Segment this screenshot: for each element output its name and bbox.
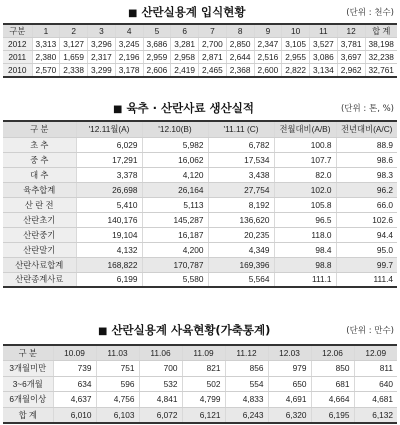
- table-cell: 3,127: [60, 38, 88, 51]
- table-cell: 16,187: [142, 227, 208, 242]
- table2-header-cell: '11.11 (C): [208, 121, 274, 137]
- row-label: 대 추: [3, 167, 76, 182]
- table-cell: 16,062: [142, 152, 208, 167]
- table3-header-cell: 12.09: [354, 345, 397, 361]
- table-cell: 2,958: [171, 51, 199, 64]
- table-cell: 98.3: [336, 167, 397, 182]
- table-cell: 2,317: [88, 51, 116, 64]
- table1-title: ■ 산란실용계 입식현황: [128, 5, 246, 19]
- table-cell: 4,637: [53, 392, 96, 408]
- table1-header-cell: 1: [32, 24, 60, 38]
- table2-header-cell: 구 분: [3, 121, 76, 137]
- table3-header-cell: 12.06: [311, 345, 354, 361]
- table-cell: 17,291: [76, 152, 142, 167]
- table-cell: 596: [96, 376, 139, 392]
- table-cell: 102.6: [336, 212, 397, 227]
- table-cell: 96.5: [274, 212, 336, 227]
- table-cell: 2,347: [254, 38, 282, 51]
- table-cell: 169,396: [208, 257, 274, 272]
- table1-header-cell: 7: [199, 24, 227, 38]
- row-label: 육추합계: [3, 182, 76, 197]
- table-cell: 979: [268, 361, 311, 377]
- table-cell: 3,281: [171, 38, 199, 51]
- table1-header-cell: 6: [171, 24, 199, 38]
- row-label: 산란초기: [3, 212, 76, 227]
- table-cell: 99.7: [336, 257, 397, 272]
- table1-header-cell: 3: [88, 24, 116, 38]
- table-cell: 3,527: [310, 38, 338, 51]
- table1-header-cell: 2: [60, 24, 88, 38]
- table-cell: 681: [311, 376, 354, 392]
- table-cell: 850: [311, 361, 354, 377]
- table-cell: 4,200: [142, 242, 208, 257]
- table-cell: 98.8: [274, 257, 336, 272]
- table-cell: 2,419: [171, 64, 199, 77]
- table-row: [3, 376, 397, 392]
- table-cell: 3,313: [32, 38, 60, 51]
- table-cell: 98.4: [274, 242, 336, 257]
- table1-header-cell: 구분: [3, 24, 32, 38]
- table2-header: [3, 121, 397, 137]
- table-cell: 105.8: [274, 197, 336, 212]
- table2-header-cell: 전년대비(A/C): [336, 121, 397, 137]
- table3-header-cell: 11.09: [182, 345, 225, 361]
- section-layer-inventory: [0, 320, 400, 420]
- table-cell: 38,198: [365, 38, 397, 51]
- table-cell: 4,691: [268, 392, 311, 408]
- table1-header-cell: 5: [143, 24, 171, 38]
- table2-header-cell: 전월대비(A/B): [274, 121, 336, 137]
- table-cell: 3,378: [76, 167, 142, 182]
- table-row: [3, 38, 397, 51]
- table-row: [3, 272, 397, 287]
- table-cell: 145,287: [142, 212, 208, 227]
- table-cell: 3,686: [143, 38, 171, 51]
- table-cell: 2,644: [226, 51, 254, 64]
- table-row: [3, 212, 397, 227]
- table-cell: 102.0: [274, 182, 336, 197]
- row-label: 중 추: [3, 152, 76, 167]
- table-cell: 94.4: [336, 227, 397, 242]
- table-cell: 96.2: [336, 182, 397, 197]
- table-cell: 82.0: [274, 167, 336, 182]
- table-cell: 4,349: [208, 242, 274, 257]
- table-cell: 4,681: [354, 392, 397, 408]
- table-cell: 3,299: [88, 64, 116, 77]
- table-cell: 2,822: [282, 64, 310, 77]
- table-cell: 2,380: [32, 51, 60, 64]
- table-cell: 3,178: [115, 64, 143, 77]
- table-row: [3, 242, 397, 257]
- table3-unit: (단위 : 만수): [346, 326, 394, 336]
- table-cell: 136,620: [208, 212, 274, 227]
- row-label: 산 란 전: [3, 197, 76, 212]
- table-cell: 111.4: [336, 272, 397, 287]
- table-cell: 6,029: [76, 137, 142, 152]
- row-label: 산란종계사료: [3, 272, 76, 287]
- table-cell: 6,121: [182, 407, 225, 423]
- table-row: [3, 51, 397, 64]
- table2: [3, 120, 397, 288]
- table2-header-cell: '12.11월(A): [76, 121, 142, 137]
- table-cell: 6,195: [311, 407, 354, 423]
- section-feed-production: [0, 98, 400, 285]
- table-cell: 4,833: [225, 392, 268, 408]
- table-cell: 5,410: [76, 197, 142, 212]
- table-cell: 6,199: [76, 272, 142, 287]
- table-cell: 2,570: [32, 64, 60, 77]
- table-cell: 6,782: [208, 137, 274, 152]
- table-cell: 2,850: [226, 38, 254, 51]
- table-cell: 3,245: [115, 38, 143, 51]
- table-cell: 2,962: [337, 64, 365, 77]
- table-cell: 6,010: [53, 407, 96, 423]
- table-cell: 100.8: [274, 137, 336, 152]
- table-cell: 4,132: [76, 242, 142, 257]
- table-cell: 2,600: [254, 64, 282, 77]
- table3-header: [3, 345, 397, 361]
- row-label: 3개월미만: [3, 361, 53, 377]
- table-row: [3, 407, 397, 423]
- table-cell: 2,959: [143, 51, 171, 64]
- table-cell: 1,659: [60, 51, 88, 64]
- table-cell: 26,164: [142, 182, 208, 197]
- table2-title: ■ 육추 · 산란사료 생산실적: [113, 101, 254, 115]
- table1-header-cell: 12: [337, 24, 365, 38]
- table-row: [3, 167, 397, 182]
- table-cell: 3,296: [88, 38, 116, 51]
- table-cell: 4,799: [182, 392, 225, 408]
- table3-header-cell: 12.03: [268, 345, 311, 361]
- table-row: [3, 227, 397, 242]
- table1-header-cell: 합 계: [365, 24, 397, 38]
- table-cell: 2,871: [199, 51, 227, 64]
- row-label: 2012: [3, 38, 32, 51]
- table-cell: 3,781: [337, 38, 365, 51]
- table-cell: 3,438: [208, 167, 274, 182]
- table3: [3, 344, 397, 424]
- row-label: 산란말기: [3, 242, 76, 257]
- table-row: [3, 392, 397, 408]
- table-cell: 170,787: [142, 257, 208, 272]
- table-cell: 2,516: [254, 51, 282, 64]
- table1-header-cell: 10: [282, 24, 310, 38]
- table-cell: 751: [96, 361, 139, 377]
- table-cell: 3,697: [337, 51, 365, 64]
- section-chick-placement: [0, 2, 400, 75]
- square-bullet-icon: ■: [98, 326, 108, 337]
- row-label: 초 추: [3, 137, 76, 152]
- table-cell: 2,368: [226, 64, 254, 77]
- square-bullet-icon: ■: [128, 8, 138, 19]
- table-cell: 98.6: [336, 152, 397, 167]
- table3-header-cell: 11.06: [139, 345, 182, 361]
- table-cell: 8,192: [208, 197, 274, 212]
- table2-header-cell: '12.10(B): [142, 121, 208, 137]
- row-label: 6개월이상: [3, 392, 53, 408]
- table-cell: 2,955: [282, 51, 310, 64]
- table-row: [3, 182, 397, 197]
- table-cell: 739: [53, 361, 96, 377]
- table-cell: 118.0: [274, 227, 336, 242]
- table-cell: 6,132: [354, 407, 397, 423]
- table-cell: 5,580: [142, 272, 208, 287]
- table-row: [3, 137, 397, 152]
- table-cell: 640: [354, 376, 397, 392]
- table-cell: 650: [268, 376, 311, 392]
- table-cell: 140,176: [76, 212, 142, 227]
- row-label: 2011: [3, 51, 32, 64]
- table3-header-cell: 11.12: [225, 345, 268, 361]
- table-cell: 811: [354, 361, 397, 377]
- table-cell: 26,698: [76, 182, 142, 197]
- table-row: [3, 197, 397, 212]
- table-cell: 554: [225, 376, 268, 392]
- table1-header-cell: 11: [310, 24, 338, 38]
- table-cell: 5,982: [142, 137, 208, 152]
- table3-header-cell: 10.09: [53, 345, 96, 361]
- table-cell: 27,754: [208, 182, 274, 197]
- table-cell: 17,534: [208, 152, 274, 167]
- table1-header: [3, 24, 397, 38]
- table-cell: 3,134: [310, 64, 338, 77]
- table-cell: 32,238: [365, 51, 397, 64]
- row-label: 3~6개월: [3, 376, 53, 392]
- table-cell: 532: [139, 376, 182, 392]
- table1-header-cell: 4: [115, 24, 143, 38]
- table-cell: 3,086: [310, 51, 338, 64]
- table-cell: 2,700: [199, 38, 227, 51]
- table-cell: 6,243: [225, 407, 268, 423]
- table-cell: 111.1: [274, 272, 336, 287]
- table-cell: 6,072: [139, 407, 182, 423]
- row-label: 2010: [3, 64, 32, 77]
- table-row: [3, 64, 397, 77]
- table-cell: 2,196: [115, 51, 143, 64]
- table-cell: 502: [182, 376, 225, 392]
- table-cell: 32,761: [365, 64, 397, 77]
- table-cell: 3,105: [282, 38, 310, 51]
- table-cell: 6,320: [268, 407, 311, 423]
- table1: [3, 23, 397, 78]
- table-cell: 168,822: [76, 257, 142, 272]
- table-cell: 856: [225, 361, 268, 377]
- table-cell: 4,841: [139, 392, 182, 408]
- table-cell: 4,120: [142, 167, 208, 182]
- table-cell: 95.0: [336, 242, 397, 257]
- table-cell: 20,235: [208, 227, 274, 242]
- table-cell: 5,113: [142, 197, 208, 212]
- table-cell: 4,756: [96, 392, 139, 408]
- table1-header-cell: 8: [226, 24, 254, 38]
- table-cell: 2,606: [143, 64, 171, 77]
- table-cell: 2,338: [60, 64, 88, 77]
- table3-header-cell: 11.03: [96, 345, 139, 361]
- table-row: [3, 152, 397, 167]
- table-cell: 88.9: [336, 137, 397, 152]
- table-row: [3, 257, 397, 272]
- square-bullet-icon: ■: [113, 104, 123, 115]
- table3-title: ■ 산란실용계 사육현황(가축통계): [98, 323, 271, 337]
- row-label: 산란중기: [3, 227, 76, 242]
- table-cell: 634: [53, 376, 96, 392]
- table-cell: 4,664: [311, 392, 354, 408]
- table-cell: 6,103: [96, 407, 139, 423]
- row-label: 산란사료합계: [3, 257, 76, 272]
- table1-unit: (단위 : 천수): [346, 8, 394, 18]
- table1-header-cell: 9: [254, 24, 282, 38]
- table3-header-cell: 구 분: [3, 345, 53, 361]
- table-row: [3, 361, 397, 377]
- table-cell: 700: [139, 361, 182, 377]
- table2-unit: (단위 : 톤, %): [340, 104, 394, 114]
- table-cell: 66.0: [336, 197, 397, 212]
- table-cell: 19,104: [76, 227, 142, 242]
- table-cell: 107.7: [274, 152, 336, 167]
- table-cell: 821: [182, 361, 225, 377]
- table-cell: 5,564: [208, 272, 274, 287]
- row-label: 합 계: [3, 407, 53, 423]
- table-cell: 2,465: [199, 64, 227, 77]
